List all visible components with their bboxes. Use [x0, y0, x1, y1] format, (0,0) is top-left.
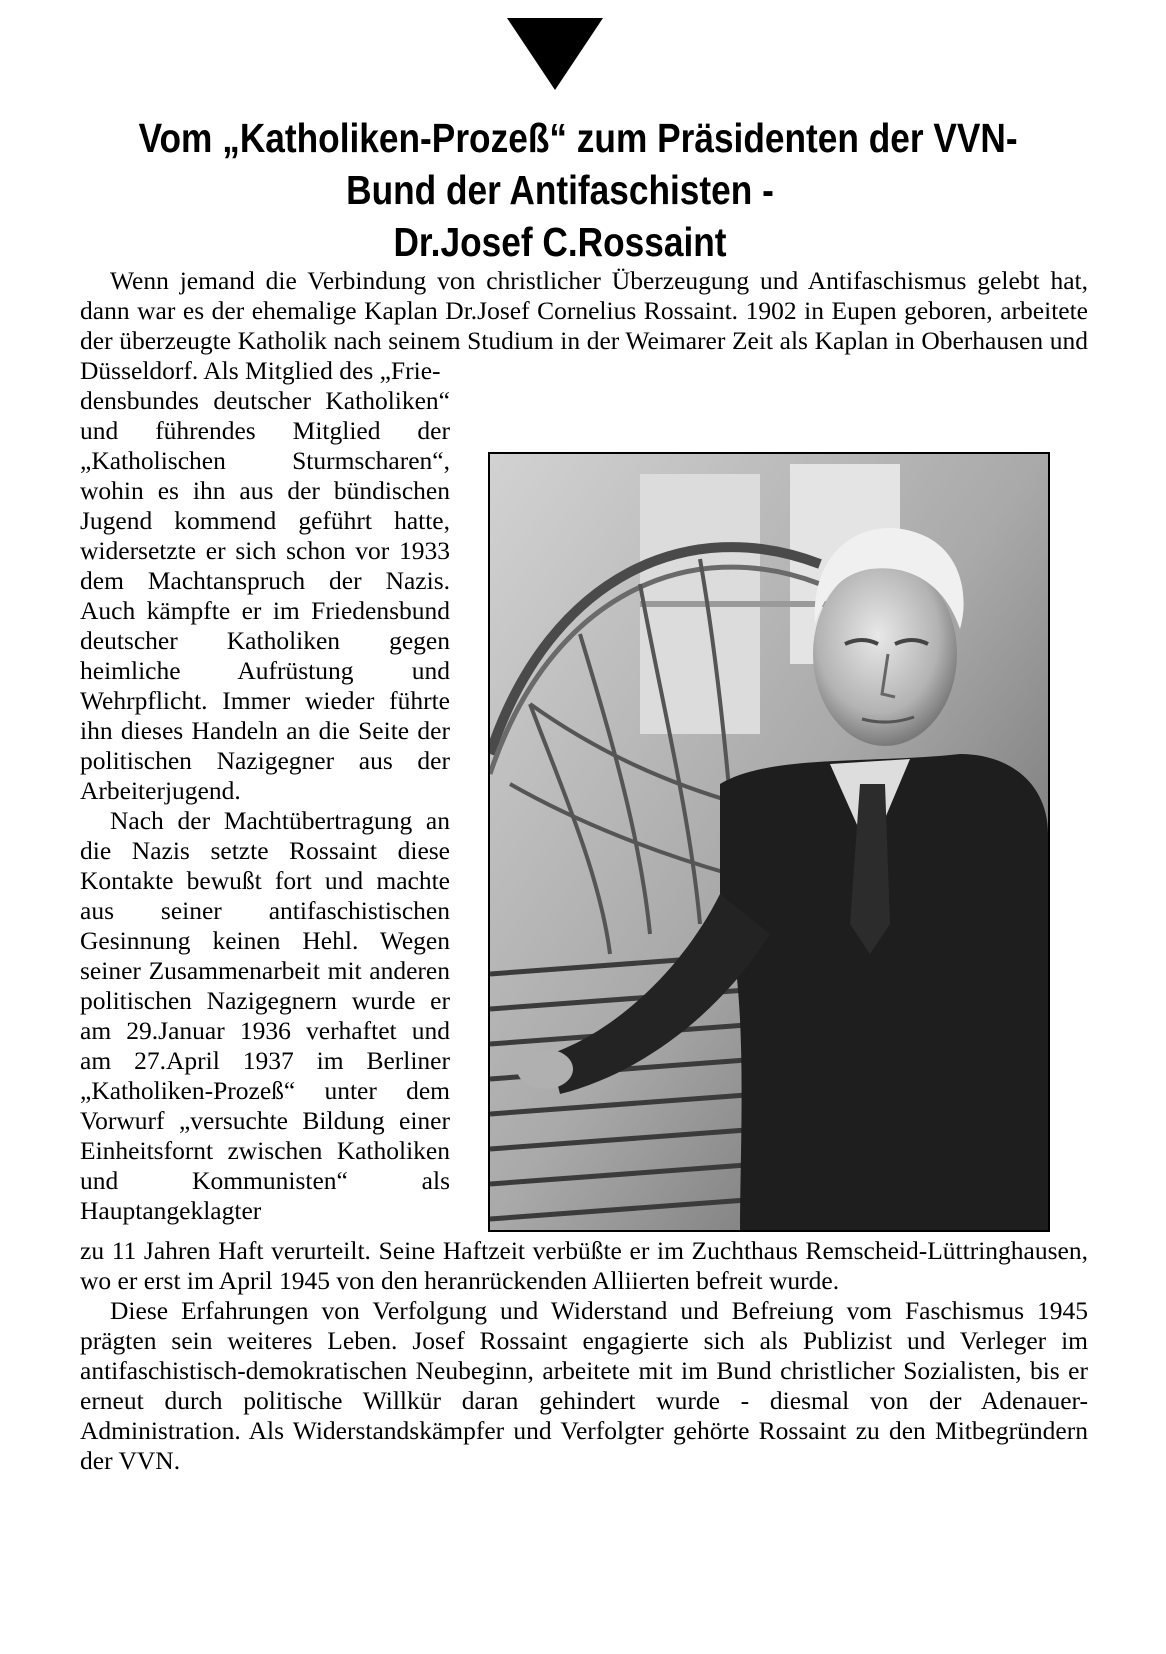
- article-paragraph-2-continued: zu 11 Jahren Haft verurteilt. Seine Haftzeit verbüßte er im Zuchthaus Remscheid-Lüttringhausen, wo er erst im April 1945 von den heranrückenden Alliierten befreit wurde.: [80, 1236, 1088, 1295]
- article-paragraph-3: Diese Erfahrungen von Verfolgung und Widerstand und Befreiung vom Faschismus 1945 prägten sein weiteres Leben. Josef Rossaint engagierte sich als Publizist und Verleger im antifaschistisch-demokratischen Neubeginn, arbeitete mit im Bund christlicher Sozialisten, bis er erneut durch politische Willkür daran gehindert wurde - diesmal von der Adenauer-Administration. Als Widerstandskämpfer und Verfolgter gehörte Rossaint zu den Mitbegründern der VVN.: [80, 1296, 1088, 1475]
- portrait-photo: [488, 452, 1050, 1232]
- headline: [138, 112, 1018, 268]
- triangle-down-icon: [507, 18, 603, 90]
- article-paragraph-2: Nach der Machtübertragung an die Nazis setzte Rossaint diese Kontakte bewußt fort und machte aus seiner antifaschistischen Gesinnung keinen Hehl. Wegen seiner Zusammenarbeit mit anderen politischen Nazigegnern wurde er am 29.Januar 1936 verhaftet und am 27.April 1937 im Berliner „Katholiken-Prozeß“ unter dem Vorwurf „versuchte Bildung einer Einheitsfornt zwischen Katholiken und Kommunisten“ als Hauptangeklagter: [80, 806, 450, 1225]
- article-left-column: [80, 386, 450, 1226]
- article-intro-continued: densbundes deutscher Katholiken“ und führendes Mitglied der „Katholischen Sturmscharen“, wohin es ihn aus der bündischen Jugend kommend geführt hatte, widersetzte er sich schon vor 1933 dem Machtanspruch der Nazis. Auch kämpfte er im Friedensbund deutscher Katholiken gegen heimliche Aufrüstung und Wehrpflicht. Immer wieder führte ihn dieses Handeln an die Seite der politischen Nazigegner aus der Arbeiterjugend.: [80, 386, 450, 805]
- headline-line-1: Vom „Katholiken-Prozeß“ zum Präsidenten der VVN-: [138, 115, 1018, 161]
- headline-line-3: Dr.Josef C.Rossaint: [393, 219, 727, 265]
- article-intro-block: [80, 266, 1088, 386]
- headline-line-2: Bund der Antifaschisten -: [346, 167, 774, 213]
- article-intro: Wenn jemand die Verbindung von christlicher Überzeugung und Antifaschismus gelebt hat, dann war es der ehemalige Kaplan Dr.Josef Cornelius Rossaint. 1902 in Eupen geboren, arbeitete der überzeugte Katholik nach seinem Studium in der Weimarer Zeit als Kaplan in Oberhausen und Düsseldorf. Als Mitglied des „Frie-: [80, 266, 1088, 385]
- article-bottom-block: [80, 1236, 1088, 1476]
